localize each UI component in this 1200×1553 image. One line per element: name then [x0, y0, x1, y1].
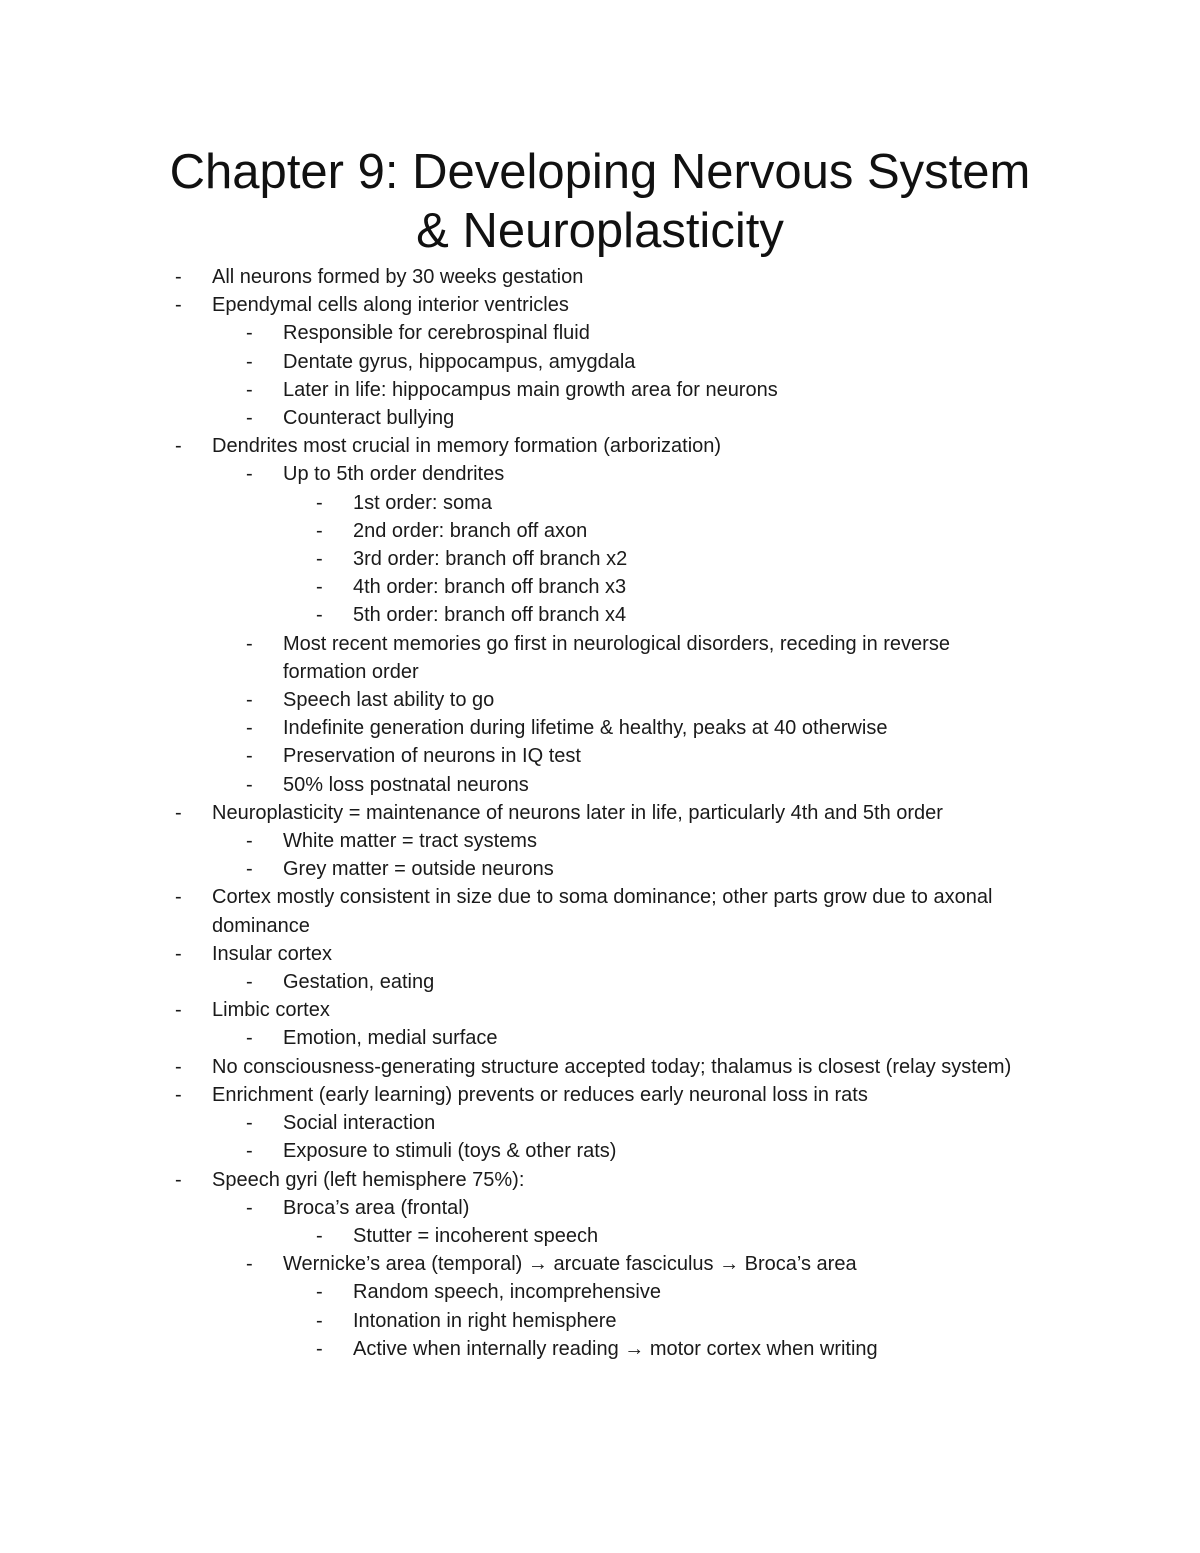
- bullet-dash: -: [175, 294, 182, 317]
- list-item: [0, 686, 1013, 714]
- list-item: [0, 489, 1013, 517]
- list-item-text: 1st order: soma: [353, 491, 492, 514]
- list-item: [0, 1194, 1013, 1222]
- page-title-line-2: & Neuroplasticity: [416, 204, 784, 258]
- list-item-text: Ependymal cells along interior ventricles: [212, 294, 569, 317]
- bullet-dash: -: [316, 1224, 323, 1247]
- bullet-dash: -: [246, 322, 253, 345]
- bullet-dash: -: [246, 1140, 253, 1163]
- list-item-text: Random speech, incomprehensive: [353, 1281, 661, 1304]
- bullet-dash: -: [246, 717, 253, 740]
- list-item-text: Cortex mostly consistent in size due to soma dominance; other parts grow due to axonal dominance: [212, 886, 993, 937]
- list-item: [0, 799, 1057, 827]
- list-item: [0, 1166, 1057, 1194]
- list-item: [0, 1307, 1013, 1335]
- bullet-dash: -: [316, 548, 323, 571]
- list-item-text: 3rd order: branch off branch x2: [353, 548, 628, 571]
- bullet-dash: -: [316, 604, 323, 627]
- list-item-text: Social interaction: [283, 1112, 436, 1135]
- list-item: [0, 517, 1013, 545]
- list-item-text: Grey matter = outside neurons: [283, 858, 554, 881]
- list-item: [0, 968, 1013, 996]
- list-item-text: Gestation, eating: [283, 971, 435, 994]
- list-item-text: 50% loss postnatal neurons: [283, 773, 529, 796]
- bullet-dash: -: [175, 1168, 182, 1191]
- list-item-text: No consciousness-generating structure accepted today; thalamus is closest (relay system): [212, 1055, 1012, 1078]
- list-item: [0, 404, 1013, 432]
- bullet-dash: -: [316, 519, 323, 542]
- list-item: [0, 940, 1057, 968]
- list-item-text: Preservation of neurons in IQ test: [283, 745, 581, 768]
- list-item: [0, 1109, 1013, 1137]
- bullet-dash: -: [246, 773, 253, 796]
- list-item: [0, 827, 1013, 855]
- list-item-text: White matter = tract systems: [283, 830, 537, 853]
- list-item: [0, 601, 1013, 629]
- bullet-dash: -: [246, 1112, 253, 1135]
- list-item-text: Broca’s area (frontal): [283, 1196, 470, 1219]
- list-item: [0, 348, 1013, 376]
- list-item: [0, 1250, 1013, 1278]
- list-item-text: Limbic cortex: [212, 999, 330, 1022]
- list-item-text: Neuroplasticity = maintenance of neurons later in life, particularly 4th and 5th order: [212, 801, 943, 824]
- bullet-dash: -: [246, 378, 253, 401]
- list-item-text: 4th order: branch off branch x3: [353, 576, 627, 599]
- list-item: [0, 1024, 1013, 1052]
- list-item-text: 5th order: branch off branch x4: [353, 604, 627, 627]
- list-item-text: Speech gyri (left hemisphere 75%):: [212, 1168, 525, 1191]
- list-item-text: Dendrites most crucial in memory formation (arborization): [212, 435, 722, 458]
- bullet-dash: -: [246, 689, 253, 712]
- list-item: [0, 1278, 1013, 1306]
- list-item: [0, 1081, 1057, 1109]
- bullet-dash: -: [246, 858, 253, 881]
- bullet-dash: -: [175, 942, 182, 965]
- list-item: [0, 319, 1013, 347]
- list-item: [0, 714, 1013, 742]
- list-item: [0, 460, 1013, 488]
- list-item: [0, 1053, 1057, 1081]
- bullet-dash: -: [246, 1027, 253, 1050]
- list-item: [0, 291, 1057, 319]
- list-item: [0, 996, 1057, 1024]
- list-item: [0, 630, 1013, 686]
- list-item: [0, 545, 1013, 573]
- bullet-dash: -: [246, 463, 253, 486]
- list-item: [0, 573, 1013, 601]
- bullet-dash: -: [316, 1281, 323, 1304]
- list-item-text: Up to 5th order dendrites: [283, 463, 505, 486]
- list-item-text: Most recent memories go first in neurological disorders, receding in reverse formation order: [283, 632, 950, 683]
- bullet-dash: -: [316, 491, 323, 514]
- list-item-text: Stutter = incoherent speech: [353, 1224, 599, 1247]
- list-item-text: Emotion, medial surface: [283, 1027, 498, 1050]
- bullet-dash: -: [316, 1309, 323, 1332]
- notes-list: [0, 263, 1200, 1363]
- bullet-dash: -: [246, 971, 253, 994]
- list-item-text: 2nd order: branch off axon: [353, 519, 588, 542]
- list-item-text: Insular cortex: [212, 942, 333, 965]
- page-title-line-1: Chapter 9: Developing Nervous System: [169, 145, 1031, 199]
- list-item-text: All neurons formed by 30 weeks gestation: [212, 266, 584, 288]
- list-item: [0, 742, 1013, 770]
- list-item: [0, 771, 1013, 799]
- bullet-dash: -: [246, 407, 253, 430]
- list-item: [0, 1335, 1013, 1363]
- bullet-dash: -: [175, 266, 182, 288]
- bullet-dash: -: [316, 1337, 323, 1360]
- bullet-dash: -: [316, 576, 323, 599]
- list-item-text: Responsible for cerebrospinal fluid: [283, 322, 590, 345]
- bullet-dash: -: [246, 745, 253, 768]
- list-item-text: Counteract bullying: [283, 407, 455, 430]
- list-item-text: Later in life: hippocampus main growth area for neurons: [283, 378, 778, 401]
- list-item-text: Indefinite generation during lifetime & healthy, peaks at 40 otherwise: [283, 717, 888, 740]
- list-item-text: Speech last ability to go: [283, 689, 495, 712]
- bullet-dash: -: [175, 999, 182, 1022]
- list-item: [0, 855, 1013, 883]
- list-item-text: Intonation in right hemisphere: [353, 1309, 617, 1332]
- bullet-dash: -: [246, 1196, 253, 1219]
- list-item: [0, 1137, 1013, 1165]
- list-item: [0, 263, 1057, 291]
- list-item-text: Enrichment (early learning) prevents or reduces early neuronal loss in rats: [212, 1083, 868, 1106]
- list-item-text: Exposure to stimuli (toys & other rats): [283, 1140, 617, 1163]
- list-item-text: Wernicke’s area (temporal) → arcuate fasciculus → Broca’s area: [283, 1253, 857, 1276]
- list-item: [0, 883, 1057, 939]
- bullet-dash: -: [175, 1083, 182, 1106]
- list-item: [0, 1222, 1013, 1250]
- bullet-dash: -: [246, 632, 253, 655]
- bullet-dash: -: [246, 1253, 253, 1276]
- bullet-dash: -: [246, 830, 253, 853]
- list-item: [0, 432, 1057, 460]
- list-item-text: Dentate gyrus, hippocampus, amygdala: [283, 350, 636, 373]
- bullet-dash: -: [246, 350, 253, 373]
- page-title: [100, 143, 1100, 261]
- bullet-dash: -: [175, 435, 182, 458]
- bullet-dash: -: [175, 886, 182, 909]
- bullet-dash: -: [175, 801, 182, 824]
- list-item-text: Active when internally reading → motor cortex when writing: [353, 1337, 878, 1360]
- list-item: [0, 376, 1013, 404]
- bullet-dash: -: [175, 1055, 182, 1078]
